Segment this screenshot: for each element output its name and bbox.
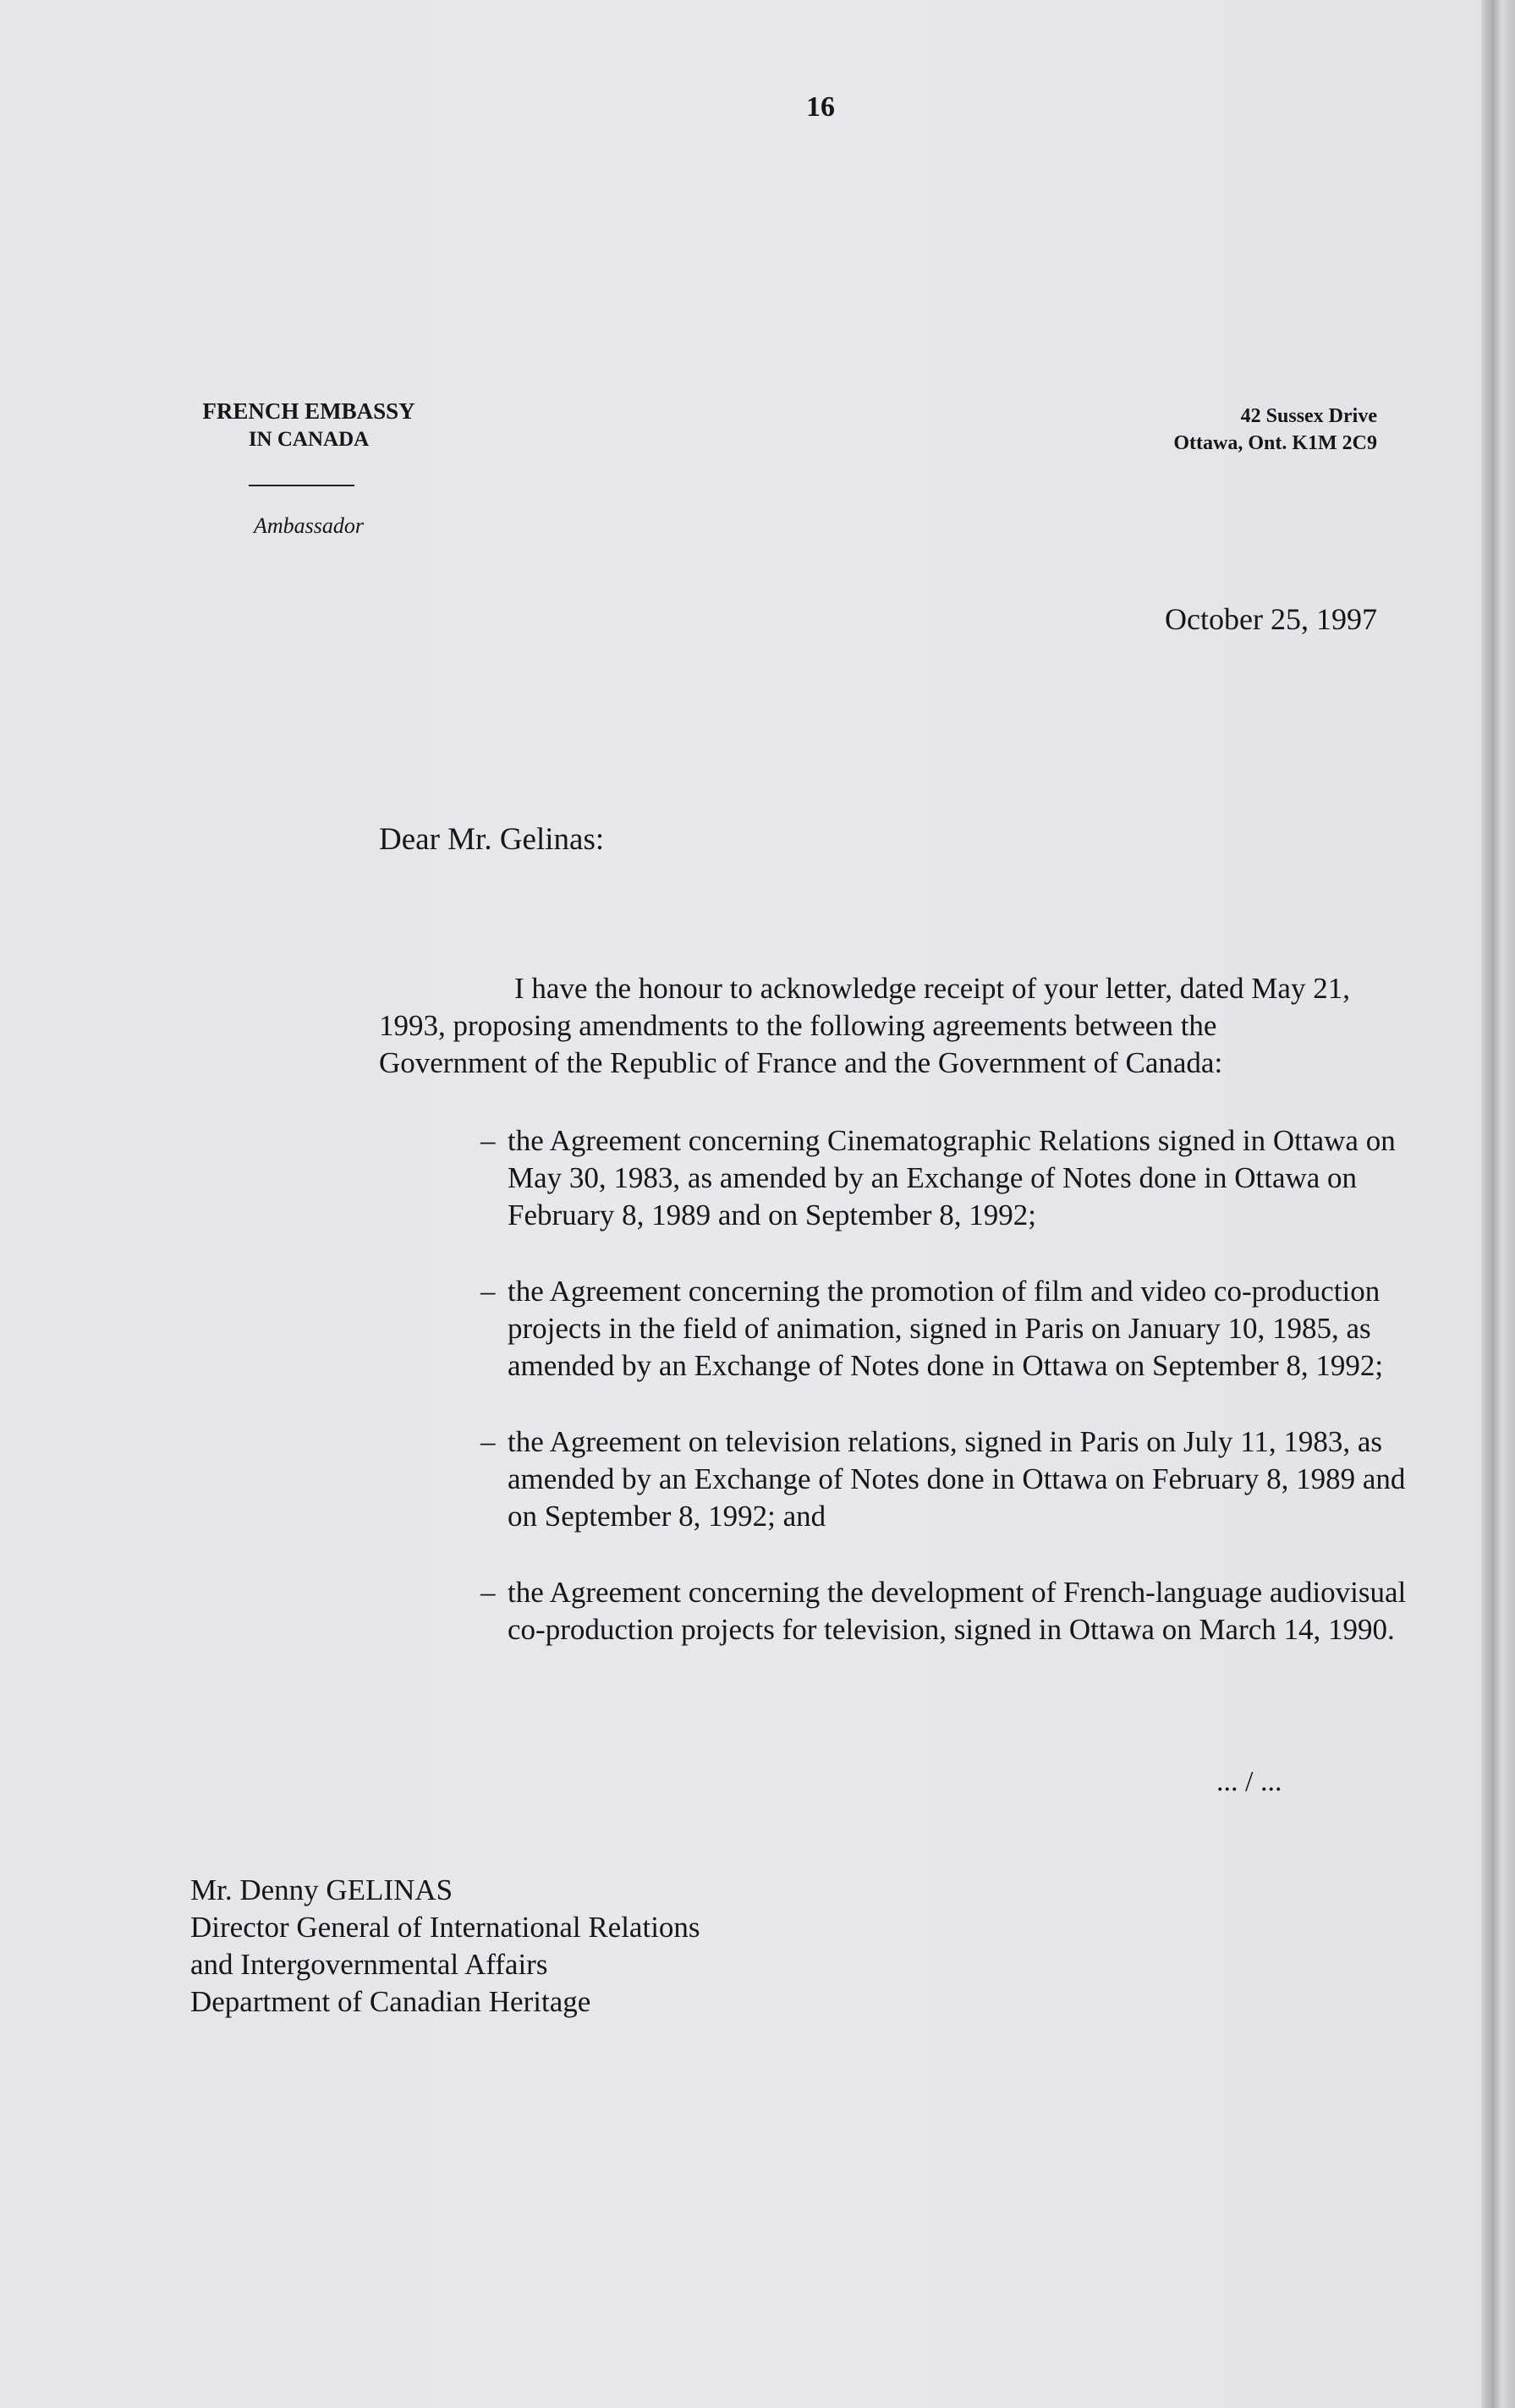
sender-line-2: IN CANADA <box>248 428 370 451</box>
address-line-1: 42 Sussex Drive <box>1240 405 1377 427</box>
list-marker: – <box>480 1425 496 1458</box>
intro-paragraph <box>379 970 1352 1082</box>
page-edge-shadow <box>1481 0 1515 2408</box>
recipient-block <box>190 1872 700 2021</box>
sender-line-1: FRENCH EMBASSY <box>202 398 415 424</box>
list-marker: – <box>480 1275 496 1308</box>
agreements-list <box>480 1122 1424 1687</box>
recipient-department: Department of Canadian Heritage <box>190 1985 591 2018</box>
list-item <box>480 1574 1424 1648</box>
page-number: 16 <box>806 91 835 123</box>
agreement-text: the Agreement concerning the promotion of film and video co-production projects in the field of animation, signed in Paris on January 10, 1985, as amended by an Exchange of Notes done in Ottawa on September 8, 1992; <box>508 1275 1384 1382</box>
list-marker: – <box>480 1124 496 1157</box>
agreement-text: the Agreement concerning the development of French-language audiovisual co-production projects for television, signed in Ottawa on March 14, 1990. <box>508 1576 1407 1646</box>
list-marker: – <box>480 1576 496 1609</box>
address-line-2: Ottawa, Ont. K1M 2C9 <box>1173 432 1377 454</box>
recipient-title-line-2: and Intergovernmental Affairs <box>190 1948 548 1981</box>
recipient-title-line-1: Director General of International Relations <box>190 1911 700 1944</box>
letter-date: October 25, 1997 <box>1165 602 1377 636</box>
agreement-text: the Agreement on television relations, signed in Paris on July 11, 1983, as amended by an Exchange of Notes done in Ottawa on February 8, 1989 and on September 8, 1992; and <box>508 1425 1406 1533</box>
list-item <box>480 1423 1424 1535</box>
list-item <box>480 1273 1424 1385</box>
intro-text: I have the honour to acknowledge receipt of your letter, dated May 21, 1993, proposing amendments to the following agreements between the Government of the Republic of France and the Government of Canada: <box>379 972 1350 1079</box>
sender-title: Ambassador <box>253 513 364 538</box>
list-item <box>480 1122 1424 1234</box>
letterhead-divider <box>249 485 354 486</box>
recipient-name: Mr. Denny GELINAS <box>190 1873 453 1906</box>
agreement-text: the Agreement concerning Cinematographic Relations signed in Ottawa on May 30, 1983, as amended by an Exchange of Notes done in Ottawa on February 8, 1989 and on September 8, 1992; <box>508 1124 1396 1231</box>
letterhead-address <box>1173 403 1377 457</box>
letterhead-sender <box>169 398 448 453</box>
salutation: Dear Mr. Gelinas: <box>379 822 605 857</box>
continuation-mark: ... / ... <box>1216 1766 1282 1797</box>
